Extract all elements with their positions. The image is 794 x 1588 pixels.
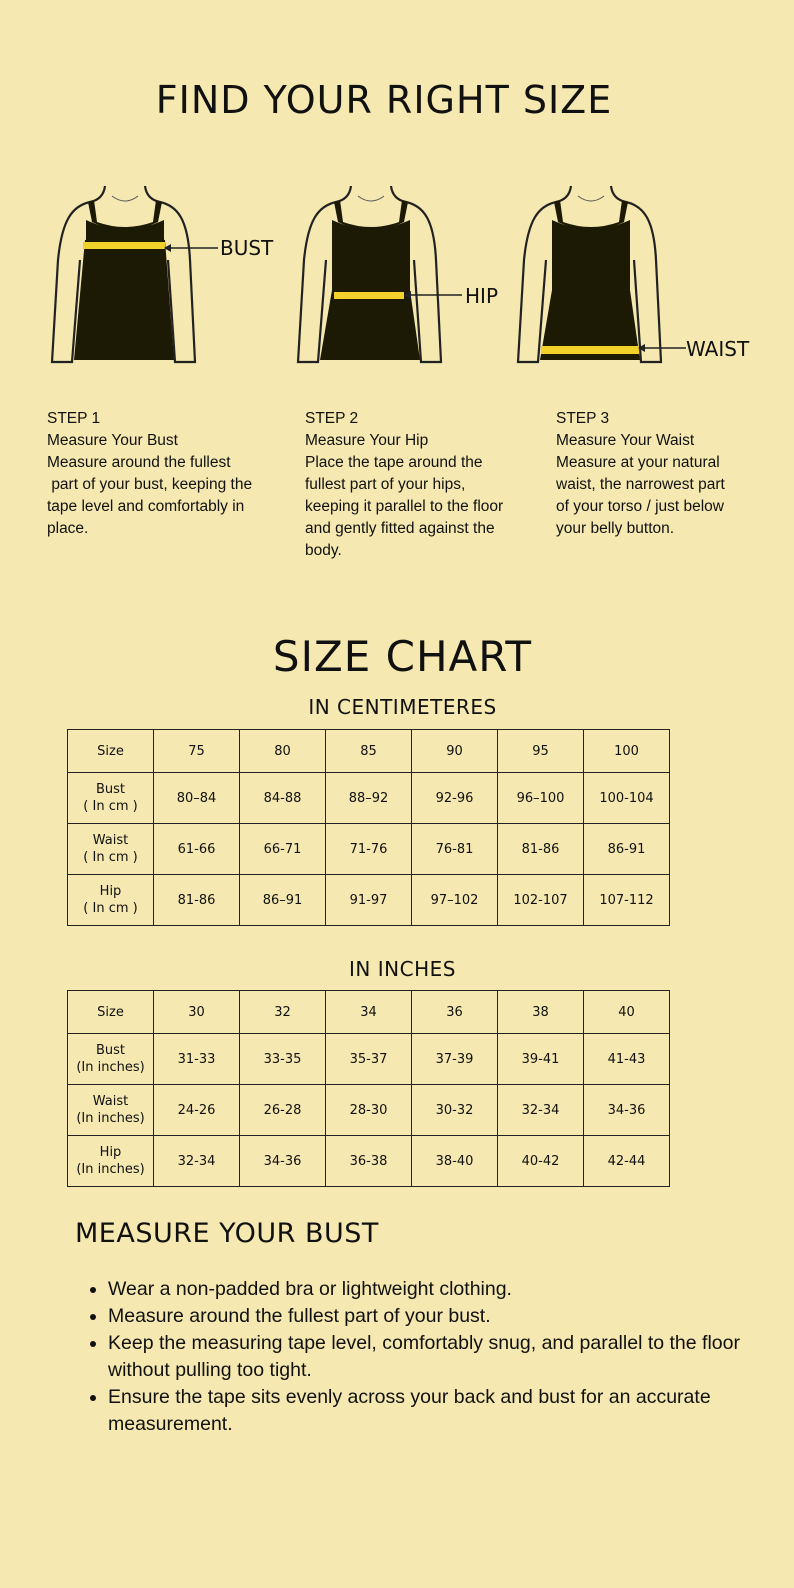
- inches-bust-row: [68, 1034, 670, 1085]
- step-2-number: STEP 2: [305, 410, 359, 427]
- row-label: [68, 875, 154, 926]
- inches-size-table: [67, 990, 670, 1187]
- table-cell: 33-35: [240, 1034, 326, 1085]
- header-cell: Size: [68, 991, 154, 1034]
- row-label: [68, 1034, 154, 1085]
- hip-figure: [296, 180, 498, 365]
- torso-bust-illustration: [50, 180, 200, 365]
- row-label-name: Bust: [95, 782, 126, 797]
- measure-bust-title: MEASURE YOUR BUST: [75, 1218, 379, 1249]
- table-cell: 81-86: [498, 824, 584, 875]
- row-label-unit: ( In cm ): [83, 799, 138, 814]
- table-cell: 92-96: [412, 773, 498, 824]
- table-cell: 26-28: [240, 1085, 326, 1136]
- table-cell: 41-43: [584, 1034, 670, 1085]
- table-cell: 84-88: [240, 773, 326, 824]
- step-3-heading: Measure Your Waist: [556, 432, 695, 449]
- step-1-number: STEP 1: [47, 410, 101, 427]
- header-cell: 90: [412, 730, 498, 773]
- table-cell: 88–92: [326, 773, 412, 824]
- header-cell: 40: [584, 991, 670, 1034]
- table-cell: 35-37: [326, 1034, 412, 1085]
- table-cell: 86-91: [584, 824, 670, 875]
- table-cell: 31-33: [154, 1034, 240, 1085]
- bust-label: BUST: [220, 236, 274, 260]
- row-label: [68, 1136, 154, 1187]
- table-cell: 36-38: [326, 1136, 412, 1187]
- header-cell: 95: [498, 730, 584, 773]
- row-label-unit: (In inches): [76, 1111, 145, 1126]
- header-cell: 85: [326, 730, 412, 773]
- inches-hip-row: [68, 1136, 670, 1187]
- table-cell: 32-34: [498, 1085, 584, 1136]
- step-2-text: Place the tape around the fullest part of your hips, keeping it parallel to the floor and gently fitted against the body.: [305, 454, 508, 559]
- table-cell: 32-34: [154, 1136, 240, 1187]
- table-cell: 86–91: [240, 875, 326, 926]
- cm-hip-row: [68, 875, 670, 926]
- row-label-name: Hip: [99, 1145, 122, 1160]
- table-cell: 40-42: [498, 1136, 584, 1187]
- table-cell: 100-104: [584, 773, 670, 824]
- bust-tips-list: [68, 1276, 768, 1438]
- table-cell: 24-26: [154, 1085, 240, 1136]
- row-label-unit: (In inches): [76, 1162, 145, 1177]
- table-cell: 28-30: [326, 1085, 412, 1136]
- row-label-unit: ( In cm ): [83, 901, 138, 916]
- waist-label: WAIST: [686, 337, 750, 361]
- row-label: [68, 773, 154, 824]
- step-3-number: STEP 3: [556, 410, 610, 427]
- header-cell: 36: [412, 991, 498, 1034]
- table-cell: 107-112: [584, 875, 670, 926]
- hip-label: HIP: [465, 284, 498, 308]
- header-cell: 38: [498, 991, 584, 1034]
- list-item: • Measure around the fullest part of your bust.: [108, 1303, 768, 1330]
- row-label-name: Bust: [95, 1043, 126, 1058]
- step-2-heading: Measure Your Hip: [305, 432, 429, 449]
- step-1-heading: Measure Your Bust: [47, 432, 178, 449]
- tape-measure-waist: [541, 346, 639, 354]
- table-cell: 38-40: [412, 1136, 498, 1187]
- torso-hip-illustration: [296, 180, 446, 365]
- table-cell: 81-86: [154, 875, 240, 926]
- tape-measure-hip: [334, 292, 404, 299]
- row-label: [68, 824, 154, 875]
- header-cell: 100: [584, 730, 670, 773]
- list-item: • Keep the measuring tape level, comfortably snug, and parallel to the floor without pulling too tight.: [108, 1330, 768, 1384]
- header-cell: 75: [154, 730, 240, 773]
- table-cell: 42-44: [584, 1136, 670, 1187]
- inches-table-title: IN INCHES: [349, 957, 456, 981]
- cm-bust-row: [68, 773, 670, 824]
- inches-waist-row: [68, 1085, 670, 1136]
- inches-header-row: [68, 991, 670, 1034]
- page-title: FIND YOUR RIGHT SIZE: [155, 78, 613, 122]
- step-3: [556, 408, 736, 540]
- table-cell: 66-71: [240, 824, 326, 875]
- table-cell: 80–84: [154, 773, 240, 824]
- header-cell: 32: [240, 991, 326, 1034]
- row-label-unit: (In inches): [76, 1060, 145, 1075]
- header-cell: 80: [240, 730, 326, 773]
- row-label: [68, 1085, 154, 1136]
- list-item: • Wear a non-padded bra or lightweight clothing.: [108, 1276, 768, 1303]
- header-cell: 34: [326, 991, 412, 1034]
- torso-waist-illustration: [516, 180, 666, 365]
- table-cell: 30-32: [412, 1085, 498, 1136]
- size-chart-title: SIZE CHART: [272, 632, 533, 681]
- waist-figure: [516, 180, 750, 365]
- row-label-name: Hip: [99, 884, 122, 899]
- cm-table-title: IN CENTIMETERES: [308, 695, 497, 719]
- header-cell: Size: [68, 730, 154, 773]
- bust-figure: [50, 180, 274, 365]
- step-1-text: Measure around the fullest part of your bust, keeping the tape level and comfortably in place.: [47, 454, 253, 537]
- table-cell: 97–102: [412, 875, 498, 926]
- table-cell: 76-81: [412, 824, 498, 875]
- table-cell: 39-41: [498, 1034, 584, 1085]
- row-label-name: Waist: [92, 1094, 129, 1109]
- table-cell: 102-107: [498, 875, 584, 926]
- cm-size-table: [67, 729, 670, 926]
- cm-waist-row: [68, 824, 670, 875]
- table-cell: 61-66: [154, 824, 240, 875]
- table-cell: 34-36: [584, 1085, 670, 1136]
- step-3-text: Measure at your natural waist, the narrowest part of your torso / just below your belly button.: [556, 454, 730, 537]
- table-cell: 71-76: [326, 824, 412, 875]
- row-label-name: Waist: [92, 833, 129, 848]
- cm-header-row: [68, 730, 670, 773]
- table-cell: 37-39: [412, 1034, 498, 1085]
- header-cell: 30: [154, 991, 240, 1034]
- table-cell: 96–100: [498, 773, 584, 824]
- row-label-unit: ( In cm ): [83, 850, 138, 865]
- list-item: • Ensure the tape sits evenly across your back and bust for an accurate measurement.: [108, 1384, 768, 1438]
- step-2: [305, 408, 520, 562]
- step-1: [47, 408, 262, 540]
- table-cell: 34-36: [240, 1136, 326, 1187]
- table-cell: 91-97: [326, 875, 412, 926]
- tape-measure-bust: [83, 242, 165, 249]
